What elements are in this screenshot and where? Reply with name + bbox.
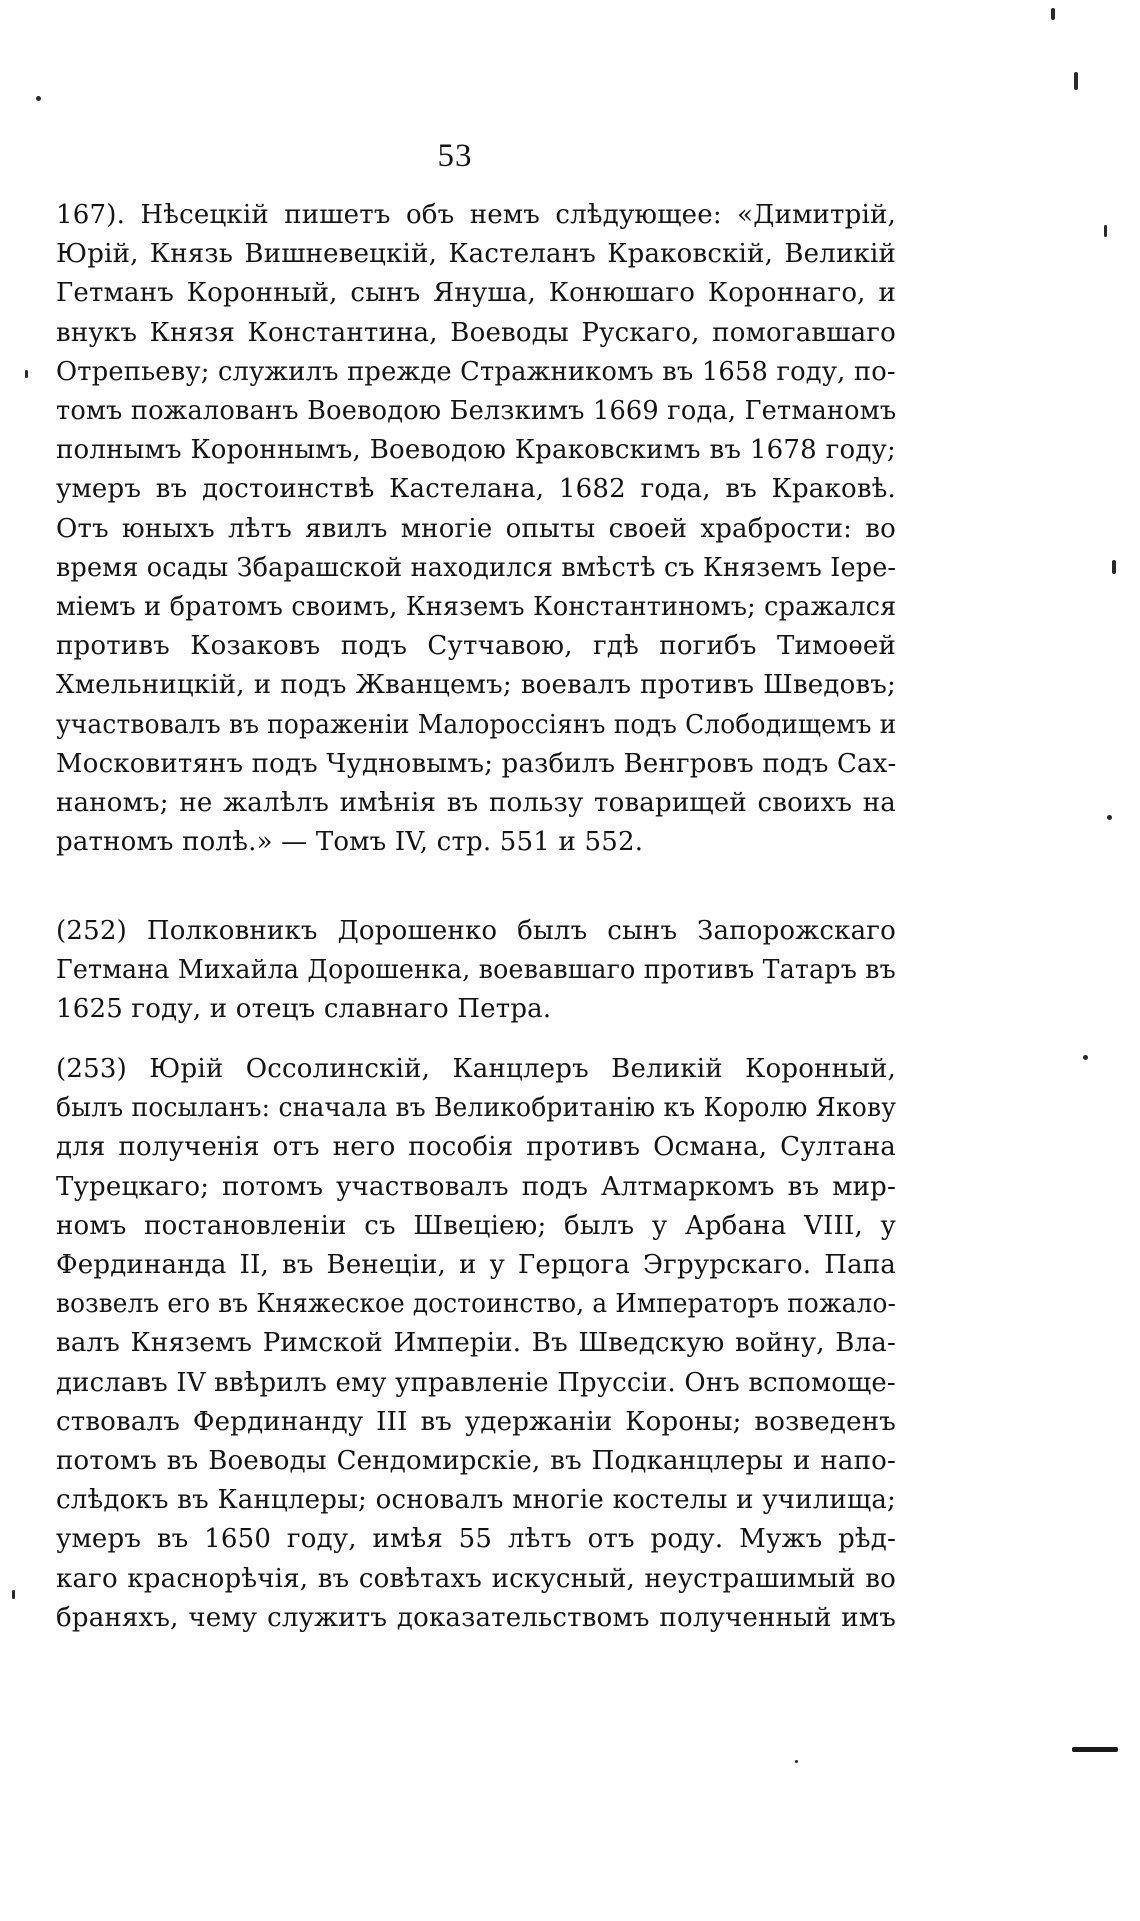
scan-speck bbox=[1083, 1055, 1088, 1060]
text-line: ратномъ полѣ.» — Томъ IV, стр. 551 и 552. bbox=[56, 827, 644, 858]
scan-speck bbox=[36, 96, 41, 101]
text-line: 167). Нѣсецкій пишетъ объ немъ слѣдующее: «Димитрій, bbox=[56, 200, 896, 230]
scan-speck bbox=[795, 1760, 798, 1763]
text-line: слѣдокъ въ Канцлеры; основалъ многіе костелы и училища; bbox=[56, 1485, 896, 1516]
text-line: Гетманъ Коронный, сынъ Януша, Конюшаго Короннаго, и bbox=[56, 278, 896, 309]
text-line: 1625 году, и отецъ славнаго Петра. bbox=[56, 994, 552, 1025]
text-line: умеръ въ 1650 году, имѣя 55 лѣтъ отъ роду. Мужъ рѣд- bbox=[56, 1524, 896, 1555]
footnote-253 bbox=[56, 1050, 896, 1638]
text-line: браняхъ, чему служитъ доказательствомъ полученный имъ bbox=[56, 1602, 896, 1633]
text-line: томъ пожалованъ Воеводою Белзкимъ 1669 года, Гетманомъ bbox=[56, 396, 897, 427]
text-line: противъ Козаковъ подъ Сутчавою, гдѣ погибъ Тимоѳей bbox=[56, 631, 896, 662]
text-line: участвовалъ въ пораженіи Малороссіянъ подъ Слободищемъ и bbox=[56, 709, 897, 740]
text-line: Хмельницкій, и подъ Жванцемъ; воевалъ противъ Шведовъ; bbox=[56, 670, 896, 701]
text-line: Отъ юныхъ лѣтъ явилъ многіе опыты своей храбрости: во bbox=[56, 513, 896, 544]
text-line: полнымъ Короннымъ, Воеводою Краковскимъ въ 1678 году; bbox=[56, 435, 896, 466]
scan-dash bbox=[1072, 1747, 1118, 1752]
text-line: міемъ и братомъ своимъ, Княземъ Константиномъ; сражался bbox=[56, 592, 897, 623]
text-line: каго краснорѣчія, въ совѣтахъ искусный, неустрашимый во bbox=[56, 1563, 896, 1594]
scan-speck bbox=[25, 370, 28, 378]
text-line: Московитянъ подъ Чудновымъ; разбилъ Венгровъ подъ Сах- bbox=[56, 748, 897, 779]
text-line: (253) Юрій Оссолинскій, Канцлеръ Великій Коронный, bbox=[56, 1054, 896, 1084]
text-line: валъ Княземъ Римской Имперіи. Въ Шведскую войну, Вла- bbox=[56, 1328, 896, 1359]
text-line: умеръ въ достоинствѣ Кастелана, 1682 года, въ Краковѣ. bbox=[56, 474, 896, 505]
page-number: 53 bbox=[437, 138, 473, 174]
text-line: внукъ Князя Константина, Воеводы Рускаго, помогавшаго bbox=[56, 317, 896, 348]
text-line: время осады Збарашской находился вмѣстѣ съ Княземъ Іере- bbox=[56, 552, 897, 583]
scan-speck bbox=[1107, 815, 1112, 820]
text-line: диславъ IV ввѣрилъ ему управленіе Пруссіи. Онъ вспомоще- bbox=[56, 1367, 896, 1398]
text-line: Гетмана Михайла Дорошенка, воевавшаго противъ Татаръ въ bbox=[56, 955, 896, 986]
scan-speck bbox=[12, 1590, 15, 1599]
footnote-continuation bbox=[56, 196, 896, 862]
scan-speck bbox=[1074, 72, 1078, 90]
text-line: Турецкаго; потомъ участвовалъ подъ Алтмаркомъ въ мир- bbox=[56, 1171, 896, 1202]
text-line: возвелъ его въ Княжеское достоинство, а Императоръ пожало- bbox=[56, 1289, 897, 1320]
text-line: Юрій, Князь Вишневецкій, Кастеланъ Краковскій, Великій bbox=[56, 239, 896, 270]
scan-speck bbox=[1112, 560, 1116, 574]
text-line: (252) Полковникъ Дорошенко былъ сынъ Запорожскаго bbox=[56, 916, 896, 946]
text-line: ствовалъ Фердинанду III въ удержаніи Короны; возведенъ bbox=[56, 1406, 896, 1437]
text-line: Фердинанда II, въ Венеціи, и у Герцога Эгрурскаго. Папа bbox=[56, 1250, 896, 1281]
scan-speck bbox=[1051, 8, 1055, 20]
text-line: номъ постановленіи съ Швеціею; былъ у Арбана VIII, у bbox=[56, 1210, 896, 1241]
footnote-252 bbox=[56, 912, 896, 1030]
text-line: наномъ; не жалѣлъ имѣнія въ пользу товарищей своихъ на bbox=[56, 788, 896, 819]
scan-speck bbox=[1104, 225, 1107, 237]
text-line: былъ посыланъ: сначала въ Великобританію къ Королю Якову bbox=[56, 1093, 897, 1124]
text-line: для полученія отъ него пособія противъ Османа, Султана bbox=[56, 1132, 896, 1163]
text-line: Отрепьеву; служилъ прежде Стражникомъ въ 1658 году, по- bbox=[56, 356, 896, 387]
text-line: потомъ въ Воеводы Сендомирскіе, въ Подканцлеры и напо- bbox=[56, 1446, 896, 1477]
